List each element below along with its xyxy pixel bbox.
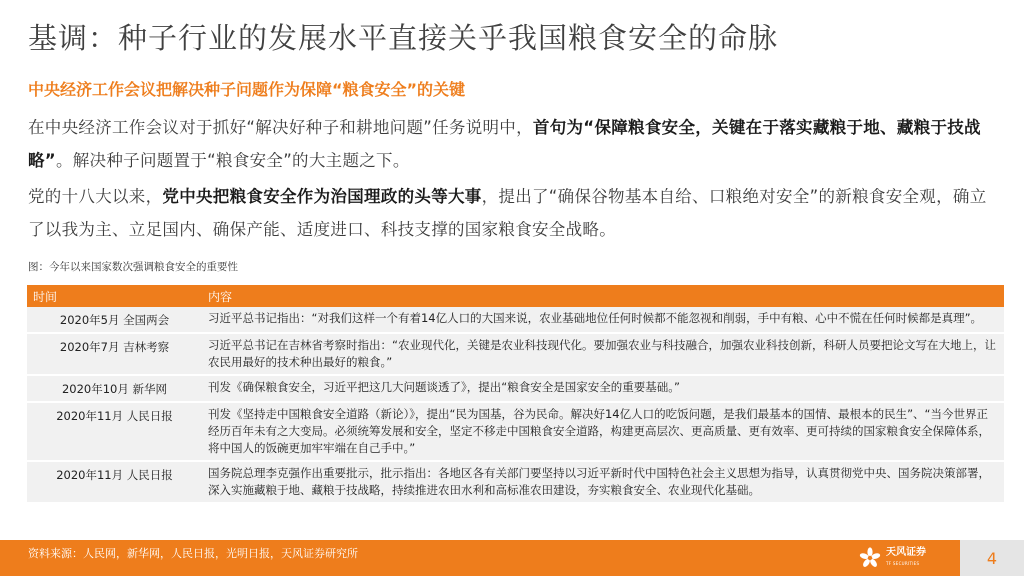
- paragraph-1: [28, 111, 1000, 177]
- row-time: 2020年7月 吉林考察: [27, 333, 202, 375]
- company-logo: [858, 544, 958, 572]
- paragraph-1-text-end: 。解决种子问题置于“粮食安全”的大主题之下。: [55, 151, 410, 170]
- row-content: 国务院总理李克强作出重要批示，批示指出：各地区各有关部门要坚持以习近平新时代中国特色社会主义思想为指导，认真贯彻党中央、国务院决策部署，深入实施藏粮于地、藏粮于技战略，持续推进农田水利和高标准农田建设，夯实粮食安全、农业现代化基础。: [202, 461, 1004, 503]
- row-time: 2020年5月 全国两会: [27, 307, 202, 333]
- flower-logo-icon: [858, 546, 882, 570]
- paragraph-1-emphasis: 首句为“保障粮食安全，关键在于落实藏粮于地、藏粮于技战略”: [28, 118, 981, 170]
- header-time: 时间: [27, 285, 202, 307]
- table-row: [27, 307, 1004, 333]
- logo-en: TF SECURITIES: [886, 561, 920, 566]
- table-row: [27, 402, 1004, 461]
- table-header-row: [27, 285, 1004, 307]
- page-title: 基调：种子行业的发展水平直接关乎我国粮食安全的命脉: [28, 21, 779, 55]
- row-time: 2020年11月 人民日报: [27, 402, 202, 461]
- figure-caption: 图：今年以来国家数次强调粮食安全的重要性: [28, 261, 238, 273]
- table-row: [27, 333, 1004, 375]
- logo-text: [886, 547, 926, 569]
- paragraph-2-text-end: ，提出了“确保谷物基本自给、口粮绝对安全”的新粮食安全观，确立了以我为主、立足国内、确保产能、适度进口、科技支撑的国家粮食安全战略。: [28, 187, 987, 239]
- row-content: 习近平总书记指出：“对我们这样一个有着14亿人口的大国来说，农业基础地位任何时候都不能忽视和削弱，手中有粮、心中不慌在任何时候都是真理”。: [202, 307, 1004, 333]
- page-number: 4: [960, 540, 1024, 576]
- paragraph-2: [28, 180, 1000, 246]
- header-content: 内容: [202, 285, 1004, 307]
- row-time: 2020年11月 人民日报: [27, 461, 202, 503]
- table-row: [27, 461, 1004, 503]
- row-content: 习近平总书记在吉林省考察时指出：“农业现代化，关键是农业科技现代化。要加强农业与科技融合，加强农业科技创新，科研人员要把论文写在大地上，让农民用最好的技术种出最好的粮食。”: [202, 333, 1004, 375]
- row-time: 2020年10月 新华网: [27, 375, 202, 402]
- policy-table: [27, 285, 1004, 504]
- row-content: 刊发《确保粮食安全，习近平把这几大问题谈透了》，提出“粮食安全是国家安全的重要基础。”: [202, 375, 1004, 402]
- row-content: 刊发《坚持走中国粮食安全道路（新论）》，提出“民为国基，谷为民命。解决好14亿人口的吃饭问题，是我们最基本的国情、最根本的民生”、“当今世界正经历百年未有之大变局。必须统筹发展和安全，坚定不移走中国粮食安全道路，构建更高层次、更高质量、更有效率、更可持续的国家粮食安全保障体系，将中国人的饭碗更加牢牢端在自己手中。”: [202, 402, 1004, 461]
- paragraph-2-emphasis: 党中央把粮食安全作为治国理政的头等大事: [162, 187, 482, 206]
- source-note: 资料来源：人民网，新华网，人民日报，光明日报，天风证券研究所: [28, 547, 358, 560]
- table-row: [27, 375, 1004, 402]
- section-subtitle: 中央经济工作会议把解决种子问题作为保障“粮食安全”的关键: [28, 80, 466, 99]
- logo-cn: 天风证券: [886, 547, 926, 558]
- paragraph-1-text: 在中央经济工作会议对于抓好“解决好种子和耕地问题”任务说明中，: [28, 118, 533, 137]
- paragraph-2-text: 党的十八大以来，: [28, 187, 163, 206]
